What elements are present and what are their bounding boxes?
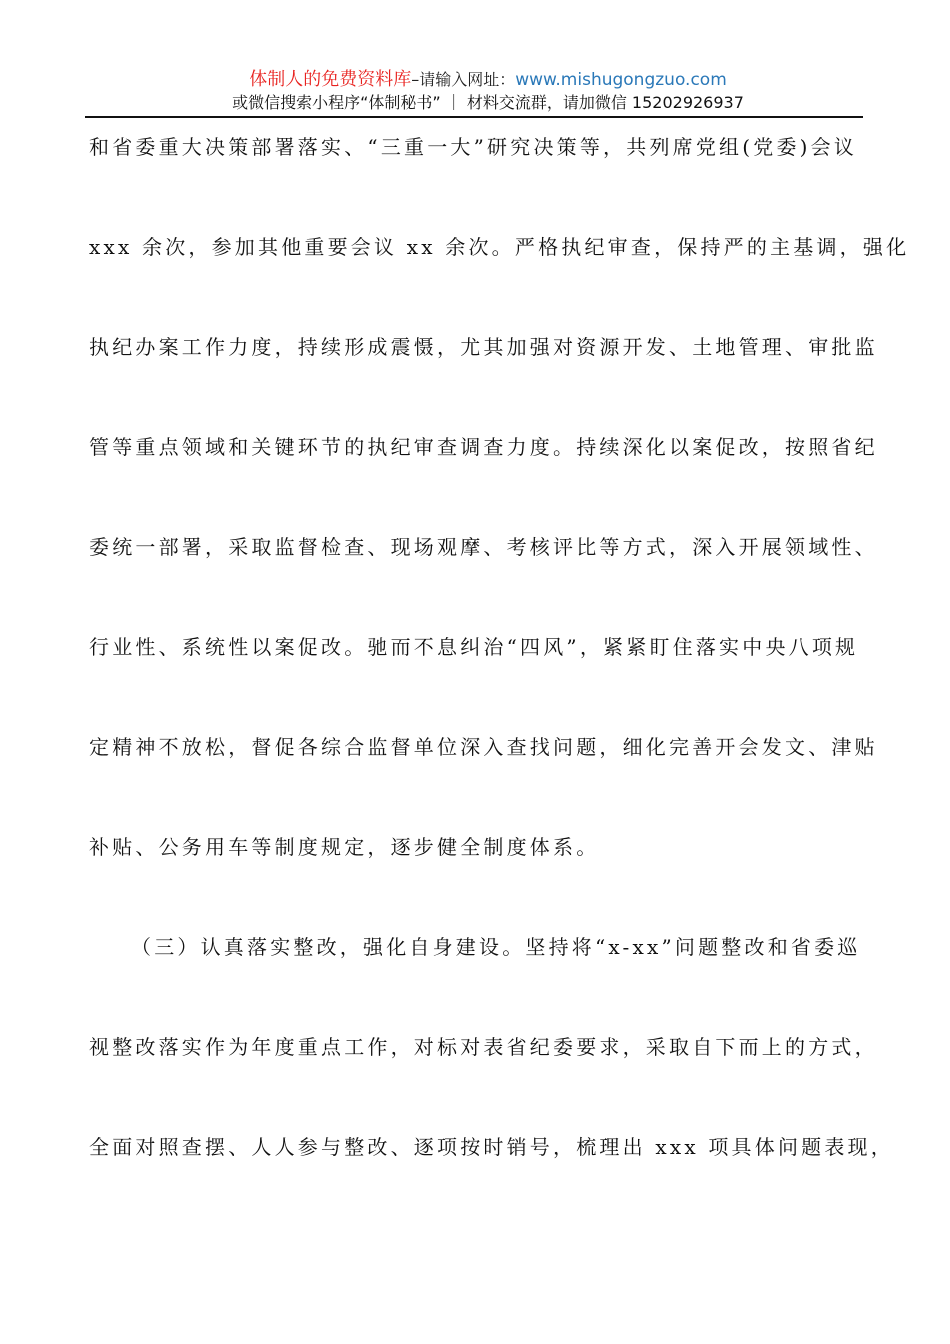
- section-heading-line: （三）认真落实整改，强化自身建设。坚持将“x-xx”问题整改和省委巡: [131, 935, 861, 959]
- header-prompt: –请输入网址：: [411, 70, 516, 89]
- paragraph-line: 委统一部署，采取监督检查、现场观摩、考核评比等方式，深入开展领域性、: [89, 535, 878, 559]
- page-header: [85, 68, 863, 114]
- paragraph-line: 和省委重大决策部署落实、“三重一大”研究决策等，共列席党组(党委)会议: [89, 135, 858, 159]
- document-body: [89, 130, 910, 1230]
- paragraph-line: 定精神不放松，督促各综合监督单位深入查找问题，细化完善开会发文、津贴: [89, 735, 878, 759]
- paragraph-line: 管等重点领域和关键环节的执纪审查调查力度。持续深化以案促改，按照省纪: [89, 435, 878, 459]
- paragraph-line: 补贴、公务用车等制度规定，逐步健全制度体系。: [89, 835, 600, 859]
- header-divider: [85, 116, 863, 118]
- paragraph-line: 执纪办案工作力度，持续形成震慑，尤其加强对资源开发、土地管理、审批监: [89, 335, 878, 359]
- header-url-link[interactable]: www.mishugongzuo.com: [515, 70, 727, 90]
- header-brand: 体制人的免费资料库: [249, 69, 412, 90]
- paragraph-line: 行业性、系统性以案促改。驰而不息纠治“四风”，紧紧盯住落实中央八项规: [89, 635, 859, 659]
- header-line-1: [113, 68, 863, 92]
- paragraph-line: 全面对照查摆、人人参与整改、逐项按时销号，梳理出 xxx 项具体问题表现，: [89, 1135, 894, 1159]
- paragraph-line: 视整改落实作为年度重点工作，对标对表省纪委要求，采取自下而上的方式，: [89, 1035, 878, 1059]
- header-line-2: 或微信搜索小程序“体制秘书” ｜ 材料交流群，请加微信 15202926937: [232, 93, 744, 112]
- paragraph-line: xxx 余次，参加其他重要会议 xx 余次。严格执纪审查，保持严的主基调，强化: [89, 235, 910, 259]
